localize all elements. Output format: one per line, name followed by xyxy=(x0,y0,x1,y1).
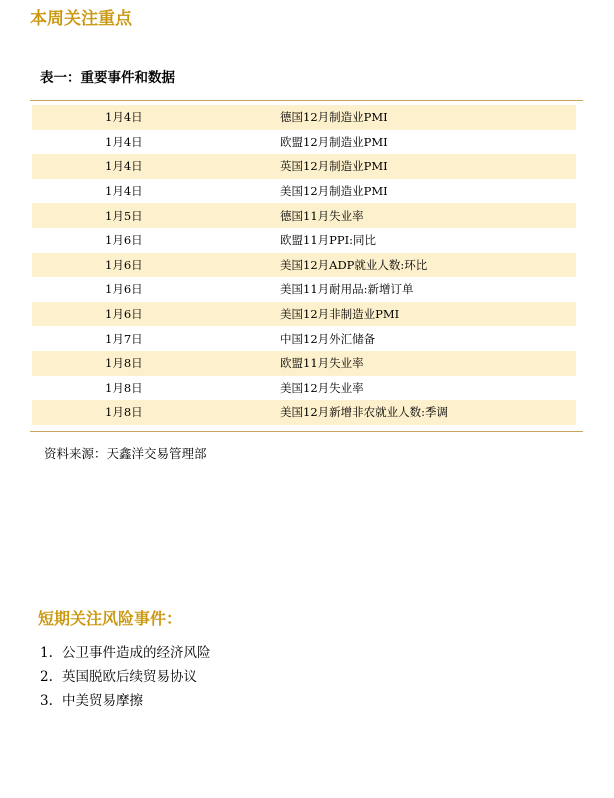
row-event: 欧盟11月PPI:同比 xyxy=(280,233,377,248)
row-event: 德国11月失业率 xyxy=(280,208,364,223)
row-date: 1月8日 xyxy=(105,405,143,420)
table-row xyxy=(32,105,576,130)
row-event: 美国12月ADP就业人数:环比 xyxy=(280,257,428,272)
table-row xyxy=(32,326,576,351)
table-title: 表一：重要事件和数据 xyxy=(40,70,175,86)
table-row xyxy=(32,179,576,204)
row-date: 1月4日 xyxy=(105,159,143,174)
table-row xyxy=(32,203,576,228)
table-row xyxy=(32,400,576,425)
row-date: 1月6日 xyxy=(105,307,143,322)
row-event: 美国12月新增非农就业人数:季调 xyxy=(280,405,449,420)
list-item xyxy=(40,667,211,691)
row-date: 1月4日 xyxy=(105,184,143,199)
list-text: 中美贸易摩擦 xyxy=(62,693,143,709)
row-date: 1月6日 xyxy=(105,282,143,297)
page-title: 本周关注重点 xyxy=(30,9,132,29)
list-text: 英国脱欧后续贸易协议 xyxy=(62,669,197,685)
row-event: 欧盟12月制造业PMI xyxy=(280,134,388,149)
table-bottom-rule xyxy=(30,431,583,432)
table-row xyxy=(32,228,576,253)
row-event: 欧盟11月失业率 xyxy=(280,356,364,371)
row-event: 德国12月制造业PMI xyxy=(280,110,388,125)
row-date: 1月4日 xyxy=(105,110,143,125)
table-row xyxy=(32,130,576,155)
table-source: 资料来源：天鑫洋交易管理部 xyxy=(44,446,207,461)
list-item xyxy=(40,643,211,667)
table-top-rule xyxy=(30,100,583,101)
table-row xyxy=(32,154,576,179)
row-event: 美国11月耐用品:新增订单 xyxy=(280,282,414,297)
table-row xyxy=(32,277,576,302)
row-event: 美国12月制造业PMI xyxy=(280,184,388,199)
row-date: 1月8日 xyxy=(105,356,143,371)
row-date: 1月6日 xyxy=(105,233,143,248)
row-date: 1月8日 xyxy=(105,380,143,395)
list-number: 1. xyxy=(40,645,53,661)
table-row xyxy=(32,302,576,327)
row-date: 1月7日 xyxy=(105,331,143,346)
row-date: 1月4日 xyxy=(105,134,143,149)
events-table xyxy=(32,105,576,425)
list-number: 2. xyxy=(40,669,53,685)
row-event: 美国12月非制造业PMI xyxy=(280,307,400,322)
list-item xyxy=(40,691,211,715)
risk-section-title: 短期关注风险事件： xyxy=(38,609,183,628)
row-event: 中国12月外汇储备 xyxy=(280,331,376,346)
risk-list xyxy=(40,643,211,715)
list-text: 公卫事件造成的经济风险 xyxy=(62,645,211,661)
row-event: 美国12月失业率 xyxy=(280,380,364,395)
row-date: 1月6日 xyxy=(105,257,143,272)
table-row xyxy=(32,351,576,376)
list-number: 3. xyxy=(40,693,53,709)
row-event: 英国12月制造业PMI xyxy=(280,159,388,174)
table-row xyxy=(32,253,576,278)
row-date: 1月5日 xyxy=(105,208,143,223)
table-row xyxy=(32,376,576,401)
